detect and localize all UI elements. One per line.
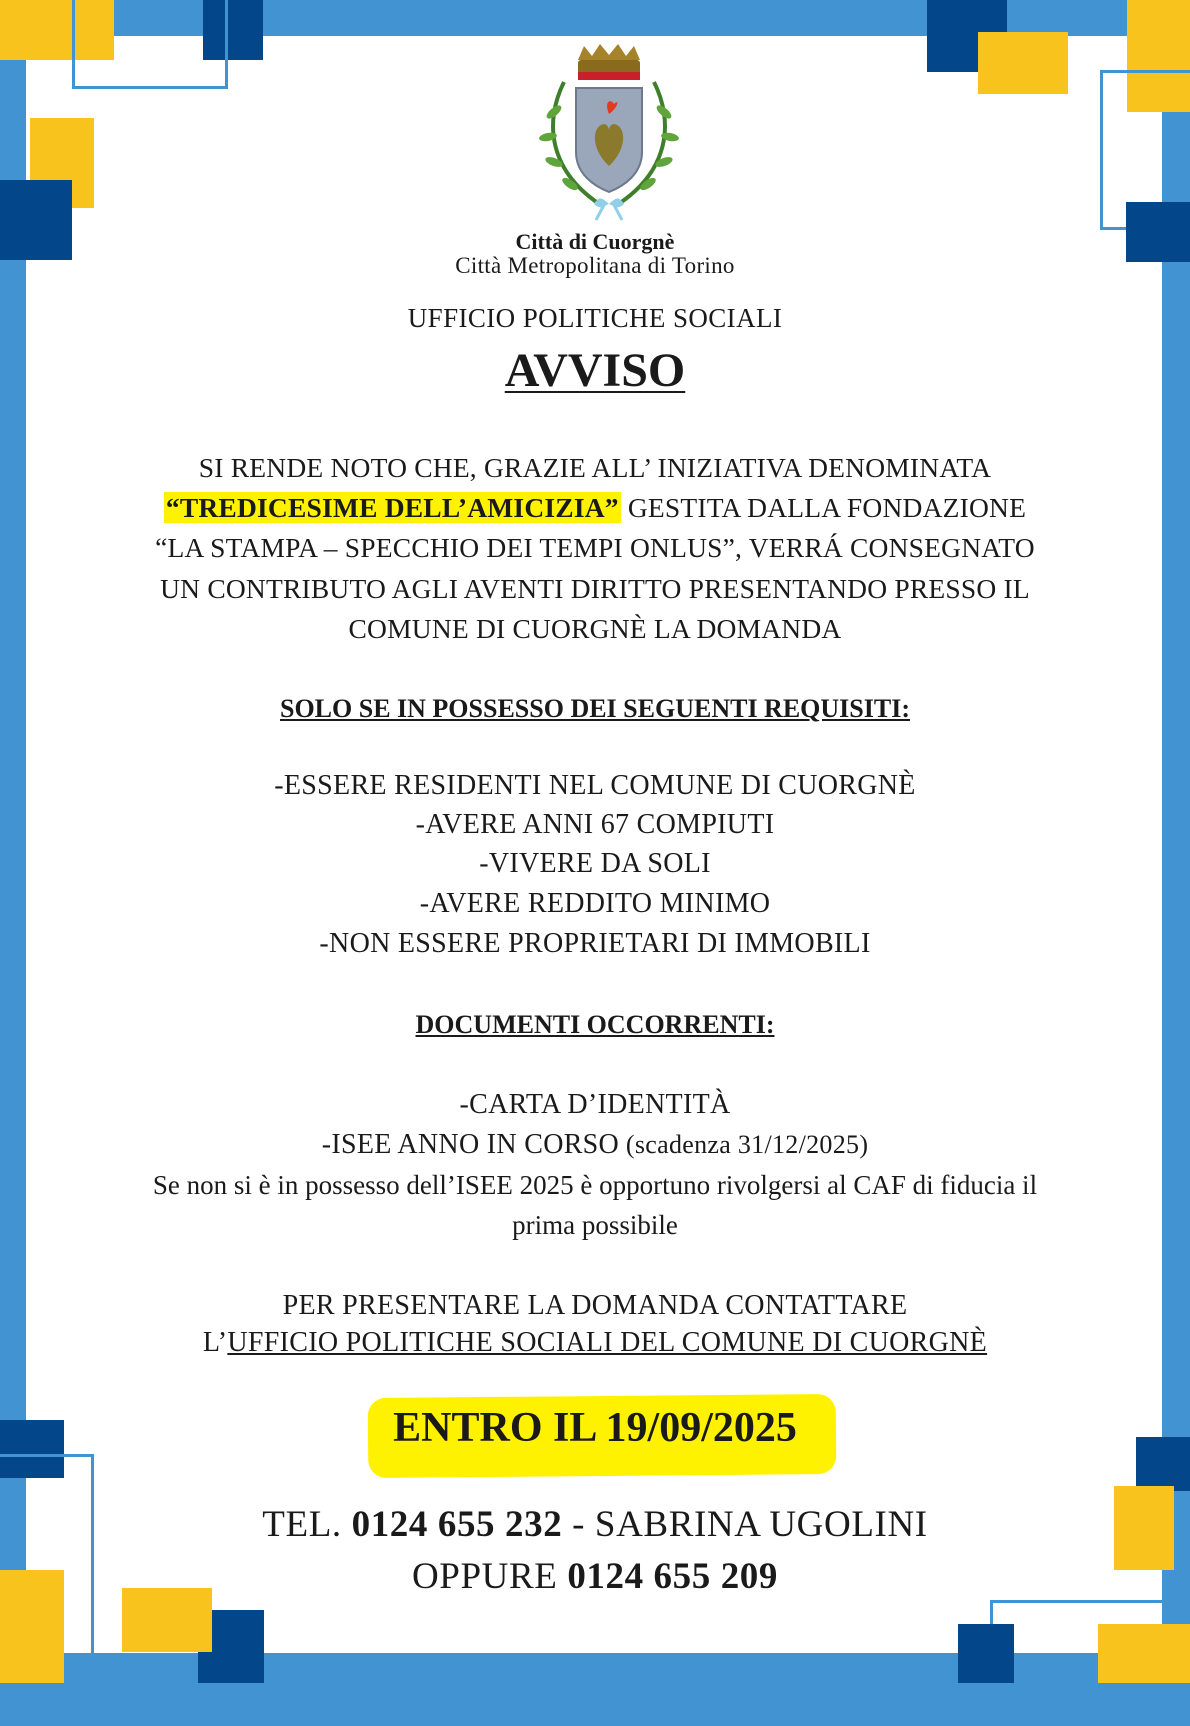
city-name: Città di Cuorgnè bbox=[515, 229, 675, 254]
tel-label: TEL. bbox=[262, 1504, 352, 1545]
alt-tel-number[interactable]: 0124 655 209 bbox=[567, 1556, 779, 1597]
contact-line bbox=[0, 1327, 1190, 1359]
requirement-item: -AVERE ANNI 67 COMPIUTI bbox=[415, 809, 775, 840]
isee-note: Se non si è in possesso dell’ISEE 2025 è opportuno rivolgersi al CAF di fiducia il bbox=[152, 1170, 1038, 1200]
document-item-main: -ISEE ANNO IN CORSO bbox=[321, 1129, 620, 1160]
alt-phone-line bbox=[0, 1555, 1190, 1598]
contact-line: PER PRESENTARE LA DOMANDA CONTATTARE bbox=[282, 1290, 908, 1321]
intro-line-rest: GESTITA DALLA FONDAZIONE bbox=[620, 492, 1027, 523]
requirement-item: -VIVERE DA SOLI bbox=[479, 848, 711, 879]
intro-line: “LA STAMPA – SPECCHIO DEI TEMPI ONLUS”, VERRÁ CONSEGNATO bbox=[155, 532, 1035, 563]
requirement-item: -AVERE REDDITO MINIMO bbox=[419, 888, 771, 919]
initiative-name-highlight: “TREDICESIME DELL’AMICIZIA” bbox=[165, 492, 619, 523]
requirement-item: -NON ESSERE PROPRIETARI DI IMMOBILI bbox=[319, 928, 871, 959]
intro-line bbox=[0, 492, 1190, 524]
city-coat-of-arms-icon bbox=[534, 42, 684, 222]
tel-number[interactable]: 0124 655 232 bbox=[351, 1504, 563, 1545]
documents-heading: DOCUMENTI OCCORRENTI: bbox=[415, 1010, 775, 1039]
document-item bbox=[0, 1129, 1190, 1161]
requirements-heading: SOLO SE IN POSSESSO DEI SEGUENTI REQUISITI: bbox=[279, 694, 910, 723]
document-item: -CARTA D’IDENTITÀ bbox=[459, 1089, 731, 1120]
phone-line bbox=[0, 1503, 1190, 1546]
contact-prefix: L’ bbox=[202, 1327, 228, 1358]
office-name: UFFICIO POLITICHE SOCIALI bbox=[407, 303, 783, 333]
intro-line: COMUNE DI CUORGNÈ LA DOMANDA bbox=[348, 613, 842, 644]
deadline: ENTRO IL 19/09/2025 bbox=[393, 1405, 797, 1451]
page-title: AVVISO bbox=[504, 344, 686, 397]
office-contact: UFFICIO POLITICHE SOCIALI DEL COMUNE DI CUORGNÈ bbox=[227, 1327, 988, 1358]
document-item-note: (scadenza 31/12/2025) bbox=[619, 1130, 869, 1159]
tel-person: - SABRINA UGOLINI bbox=[562, 1504, 928, 1545]
intro-line: SI RENDE NOTO CHE, GRAZIE ALL’ INIZIATIVA DENOMINATA bbox=[198, 452, 992, 483]
requirement-item: -ESSERE RESIDENTI NEL COMUNE DI CUORGNÈ bbox=[274, 770, 916, 801]
isee-note: prima possibile bbox=[512, 1210, 678, 1240]
alt-label: OPPURE bbox=[411, 1556, 568, 1597]
metro-name: Città Metropolitana di Torino bbox=[455, 253, 735, 278]
intro-line: UN CONTRIBUTO AGLI AVENTI DIRITTO PRESENTANDO PRESSO IL bbox=[160, 573, 1030, 604]
